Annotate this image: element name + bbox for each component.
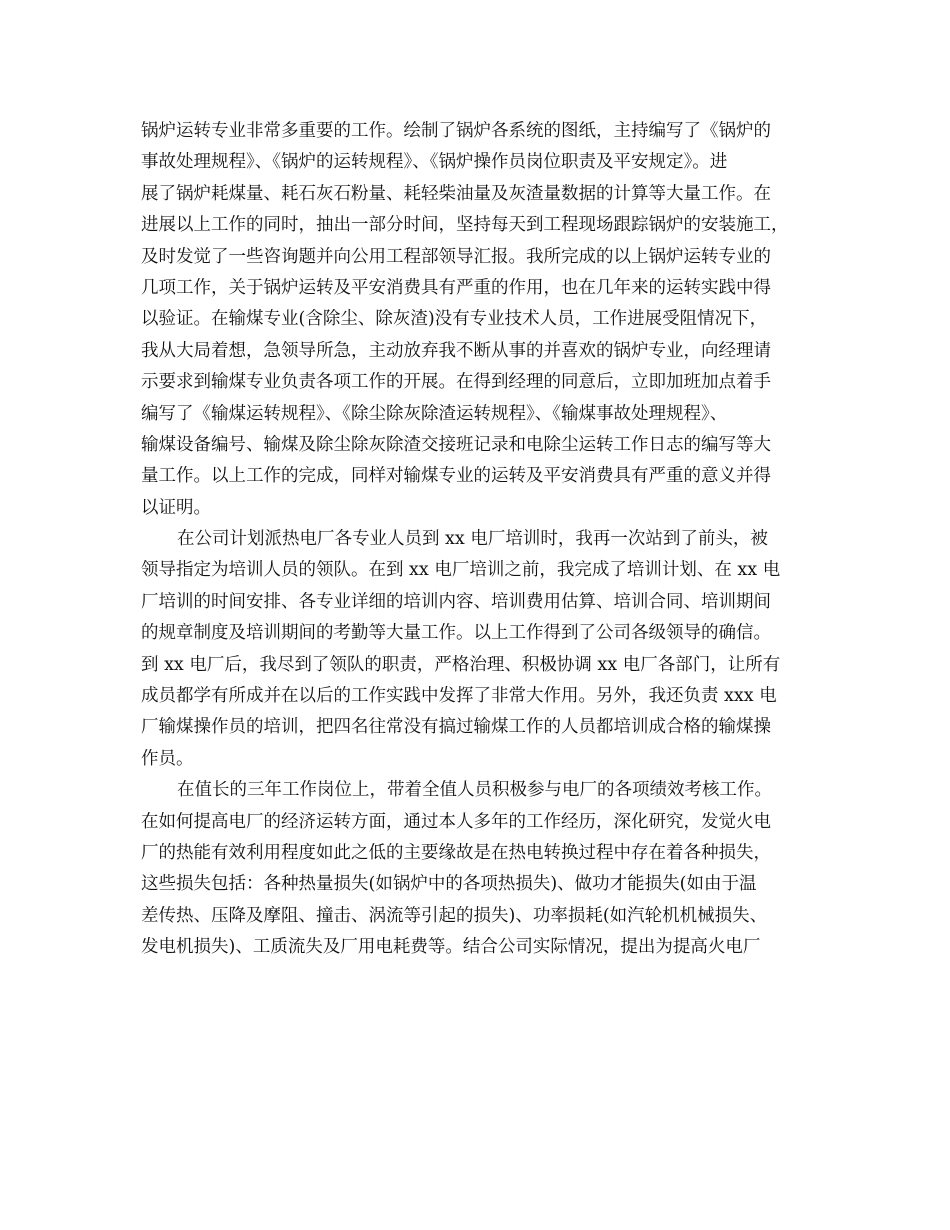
text-line: 到 xx 电厂后，我尽到了领队的职责，严格治理、积极协调 xx 电厂各部门，让所有 [141, 654, 781, 675]
text-line: 输煤设备编号、输煤及除尘除灰除渣交接班记录和电除尘运转工作日志的编写等大 [141, 434, 771, 455]
text-line: 领导指定为培训人员的领队。在到 xx 电厂培训之前，我完成了培训计划、在 xx 电 [141, 560, 781, 581]
paragraph-start-line: 在值长的三年工作岗位上，带着全值人员积极参与电厂的各项绩效考核工作。 [177, 780, 772, 801]
text-line: 这些损失包括：各种热量损失(如锅炉中的各项热损失)、做功才能损失(如由于温 [141, 874, 757, 895]
text-line: 编写了《输煤运转规程》、《除尘除灰除渣运转规程》、《输煤事故处理规程》、 [141, 403, 728, 424]
text-line: 及时发觉了一些咨询题并向公用工程部领导汇报。我所完成的以上锅炉运转专业的 [141, 246, 771, 267]
text-line: 差传热、压降及摩阻、撞击、涡流等引起的损失)、功率损耗(如汽轮机机械损失、 [141, 905, 768, 926]
text-line: 事故处理规程》、《锅炉的运转规程》、《锅炉操作员岗位职责及平安规定》。进 [141, 152, 728, 173]
text-line: 作员。 [141, 748, 194, 769]
text-line: 的规章制度及培训期间的考勤等大量工作。以上工作得到了公司各级领导的确信。 [141, 623, 771, 644]
body-text [141, 116, 821, 964]
text-line: 以证明。 [141, 497, 211, 518]
paragraph-start-line: 在公司计划派热电厂各专业人员到 xx 电厂培训时，我再一次站到了前头，被 [177, 529, 768, 550]
text-line: 锅炉运转专业非常多重要的工作。绘制了锅炉各系统的图纸，主持编写了《锅炉的 [141, 121, 771, 141]
text-line: 示要求到输煤专业负责各项工作的开展。在得到经理的同意后，立即加班加点着手 [141, 372, 771, 393]
text-line: 以验证。在输煤专业(含除尘、除灰渣)没有专业技术人员，工作进展受阻情况下， [141, 309, 768, 330]
text-line: 发电机损失)、工质流失及厂用电耗费等。结合公司实际情况，提出为提高火电厂 [141, 937, 761, 958]
text-line: 在如何提高电厂的经济运转方面，通过本人多年的工作经历，深化研究，发觉火电 [141, 811, 771, 832]
text-line: 厂培训的时间安排、各专业详细的培训内容、培训费用估算、培训合同、培训期间 [141, 591, 771, 612]
text-line: 进展以上工作的同时，抽出一部分时间，坚持每天到工程现场跟踪锅炉的安装施工， [141, 215, 789, 236]
text-line: 厂输煤操作员的培训，把四名往常没有搞过输煤工作的人员都培训成合格的输煤操 [141, 717, 771, 738]
text-line: 展了锅炉耗煤量、耗石灰石粉量、耗轻柴油量及灰渣量数据的计算等大量工作。在 [141, 183, 771, 204]
text-line: 我从大局着想，急领导所急，主动放弃我不断从事的并喜欢的锅炉专业，向经理请 [141, 340, 771, 361]
text-line: 厂的热能有效利用程度如此之低的主要缘故是在热电转换过程中存在着各种损失， [141, 842, 771, 863]
text-line: 量工作。以上工作的完成，同样对输煤专业的运转及平安消费具有严重的意义并得 [141, 466, 771, 487]
text-line: 几项工作，关于锅炉运转及平安消费具有严重的作用，也在几年来的运转实践中得 [141, 277, 771, 298]
text-line: 成员都学有所成并在以后的工作实践中发挥了非常大作用。另外，我还负责 xxx 电 [141, 686, 777, 707]
